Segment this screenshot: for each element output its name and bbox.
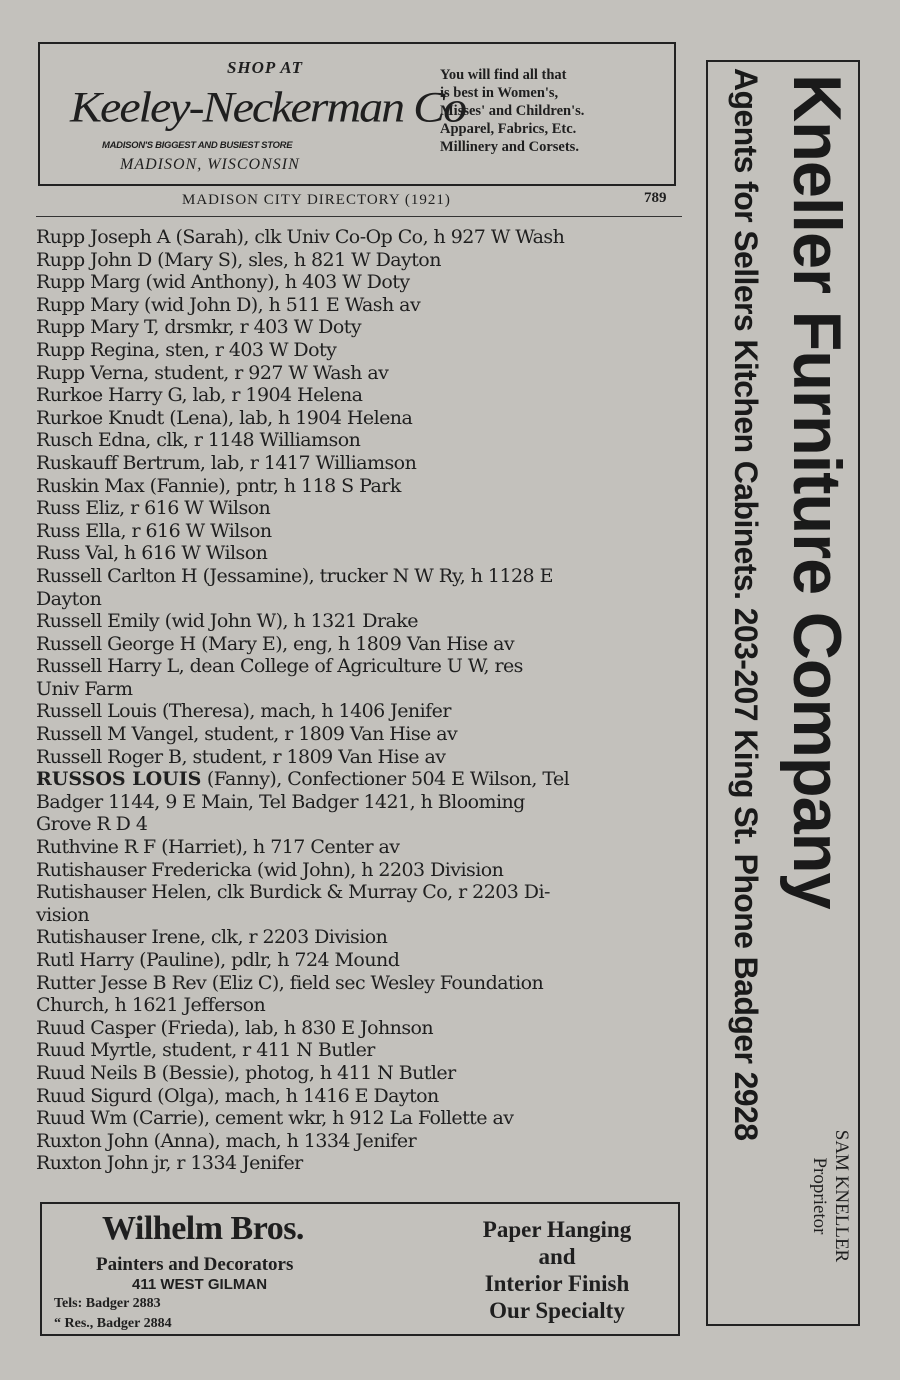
directory-entry [36,610,686,633]
entry-name: Russell Harry L, [36,655,185,678]
store-city: MADISON, WISCONSIN [120,156,300,173]
directory-entry [36,1152,686,1175]
entry-name: Rupp Joseph A [36,226,170,248]
directory-entry [36,746,686,769]
entry-name: Rutl Harry [36,949,134,971]
specialty-line: and [538,1244,576,1269]
entry-details: r 616 W Wilson [125,519,272,542]
entry-details: drsmkr, r 403 W Doty [158,316,362,339]
entry-name: Rurkoe Knudt [36,406,164,429]
directory-entry [36,723,686,746]
store-tagline: MADISON'S BIGGEST AND BUSIEST STORE [102,140,293,151]
entry-name: Ruud Wm [36,1107,127,1130]
pitch-line: Misses' and Children's. [440,103,585,119]
entry-name: Russell Roger B, [36,745,187,768]
directory-entry [36,1039,686,1062]
directory-entries [36,226,686,1175]
directory-entry [36,565,686,610]
entry-name: Rupp Mary T, [36,316,159,339]
entry-details: lab, r 1904 Helena [187,384,363,407]
firm-trade: Painters and Decorators [96,1254,294,1275]
agents-line: Agents for Sellers Kitchen Cabinets. 203-207 King St. Phone Badger 2928 [728,68,764,1141]
entry-name: Ruud Myrtle, [36,1039,157,1062]
directory-entry [36,429,686,452]
entry-details: (Mary E), eng, h 1809 Van Hise av [195,632,515,655]
entry-name: Ruskauff Bertrum, [36,451,206,474]
entry-details: clk, r 2203 Division [205,926,388,949]
entry-details: (Carrie), cement wkr, h 912 La Follette av [126,1107,514,1130]
entry-details: (Theresa), mach, h 1406 Jenifer [156,700,451,723]
entry-continuation: Badger 1144, 9 E Main, Tel Badger 1421, h Blooming [36,790,525,813]
side-advertisement [706,60,860,1326]
entry-details: (Fanny), Confectioner 504 E Wilson, Tel [201,768,570,791]
entry-name: Rurkoe Harry G, [36,384,187,407]
entry-continuation: Dayton [36,587,102,610]
entry-name: Rusch Edna, [36,429,151,452]
entry-name: Russ Eliz, [36,497,125,520]
directory-entry [36,836,686,859]
entry-details: (wid John D), h 511 E Wash av [138,293,421,316]
entry-name: Rupp John D [36,248,152,271]
directory-entry [36,294,686,317]
firm-name: Wilhelm Bros. [102,1210,304,1247]
directory-entry [36,384,686,407]
directory-entry [36,1085,686,1108]
entry-details: student, r 1809 Van Hise av [198,723,458,746]
entry-details: r 616 W Wilson [124,497,271,520]
directory-entry [36,859,686,882]
entry-name: Russell Carlton H [36,564,198,587]
entry-name: Ruud Casper [36,1016,156,1039]
specialty-line: Our Specialty [489,1298,625,1323]
proprietor-name: SAM KNELLER [831,1129,852,1263]
entry-name: Rutishauser Fredericka [36,858,252,881]
store-pitch [440,66,668,156]
entry-details: (Jessamine), trucker N W Ry, h 1128 E [197,564,553,587]
directory-entry [36,1017,686,1040]
entry-name: Ruud Neils B [36,1061,157,1084]
entry-continuation: Univ Farm [36,677,133,700]
entry-details: (wid John), h 2203 Division [251,858,504,881]
directory-entry [36,339,686,362]
top-advertisement [38,42,676,186]
entry-name: Rutter Jesse B Rev [36,971,207,994]
entry-details: dean College of Agriculture U W, res [184,655,523,678]
entry-details: lab, r 1417 Williamson [205,451,417,474]
entry-details: (Sarah), clk Univ Co-Op Co, h 927 W Wash [169,226,565,248]
bottom-advertisement [40,1202,680,1336]
directory-entry [36,949,686,972]
directory-entry [36,407,686,430]
entry-details: (Eliz C), field sec Wesley Foundation [206,971,544,994]
pitch-line: Millinery and Corsets. [440,139,579,155]
entry-name: Russell Louis [36,700,157,723]
entry-name: Russ Ella, [36,519,126,542]
entry-continuation: vision [36,903,90,926]
specialty-line: Paper Hanging [482,1217,632,1242]
directory-entry [36,362,686,385]
header-rule [36,216,682,217]
firm-telephone: Tels: Badger 2883 [54,1296,161,1311]
entry-details: (Harriet), h 717 Center av [155,836,400,859]
entry-details: (Lena), lab, h 1904 Helena [163,406,413,429]
entry-name: Russell George H [36,632,196,655]
directory-entry [36,655,686,700]
pitch-line: is best in Women's, [440,85,559,101]
entry-details: (wid John W), h 1321 Drake [159,610,418,633]
directory-entry [36,881,686,926]
entry-name: Russ Val, [36,542,119,565]
entry-details: (Frieda), lab, h 830 E Johnson [155,1016,434,1039]
proprietor-title: Proprietor [809,1157,830,1235]
entry-name: Ruxton John [36,1129,149,1152]
entry-details: (Bessie), photog, h 411 N Butler [156,1061,456,1084]
entry-details: clk Burdick & Murray Co, r 2203 Di- [211,881,550,904]
directory-entry [36,497,686,520]
entry-details: (Anna), mach, h 1334 Jenifer [148,1129,417,1152]
entry-name: Rupp Marg [36,271,140,294]
company-name: Kneller Furniture Company [779,74,855,909]
entry-name: Rupp Regina, [36,338,160,361]
directory-entry [36,316,686,339]
directory-entry [36,972,686,1017]
directory-entry [36,475,686,498]
entry-details: (wid Anthony), h 403 W Doty [140,271,410,294]
pitch-line: Apparel, Fabrics, Etc. [440,121,577,137]
entry-name: Ruskin Max [36,474,145,497]
directory-entry [36,926,686,949]
directory-entry [36,249,686,272]
directory-entry [36,226,686,249]
entry-details: student, r 927 W Wash av [148,361,389,384]
entry-name: Rutishauser Irene, [36,926,206,949]
entry-name: Ruthvine R F [36,836,156,859]
specialty-line: Interior Finish [484,1271,630,1296]
entry-name: RUSSOS LOUIS [36,768,202,791]
entry-name: Rutishauser Helen, [36,881,212,904]
entry-name: Ruud Sigurd [36,1084,152,1107]
directory-entry [36,633,686,656]
entry-details: student, r 1809 Van Hise av [186,745,446,768]
directory-entry [36,452,686,475]
page-number: 789 [644,190,667,206]
entry-name: Rupp Verna, [36,361,149,384]
directory-entry [36,700,686,723]
firm-specialty [442,1216,672,1324]
entry-continuation: Church, h 1621 Jefferson [36,994,266,1017]
directory-entry [36,1130,686,1153]
directory-entry [36,1062,686,1085]
directory-entry [36,1107,686,1130]
entry-name: Rupp Mary [36,293,139,316]
directory-entry [36,542,686,565]
entry-details: r 1334 Jenifer [170,1152,303,1175]
entry-details: (Fannie), pntr, h 118 S Park [144,474,401,497]
entry-details: (Pauline), pdlr, h 724 Mound [133,949,400,971]
entry-continuation: Grove R D 4 [36,813,148,836]
entry-name: Russell M Vangel, [36,723,199,746]
store-logo: Keeley-Neckerman Co [70,83,466,132]
shop-at-text: SHOP AT [226,58,304,77]
firm-address: 411 WEST GILMAN [132,1276,268,1293]
entry-details: clk, r 1148 Williamson [150,429,361,452]
directory-title: MADISON CITY DIRECTORY (1921) [182,192,451,208]
entry-details: sten, r 403 W Doty [159,338,337,361]
entry-name: Ruxton John jr, [36,1152,171,1175]
entry-details: h 616 W Wilson [118,542,268,565]
entry-details: (Mary S), sles, h 821 W Dayton [151,248,441,271]
directory-entry [36,271,686,294]
entry-details: student, r 411 N Butler [156,1039,375,1062]
proprietor-block [808,1106,852,1286]
directory-entry [36,768,686,836]
entry-name: Russell Emily [36,610,160,633]
firm-residence-telephone: “ Res., Badger 2884 [54,1316,172,1331]
pitch-line: You will find all that [440,67,567,83]
directory-entry [36,520,686,543]
entry-details: (Olga), mach, h 1416 E Dayton [151,1084,439,1107]
